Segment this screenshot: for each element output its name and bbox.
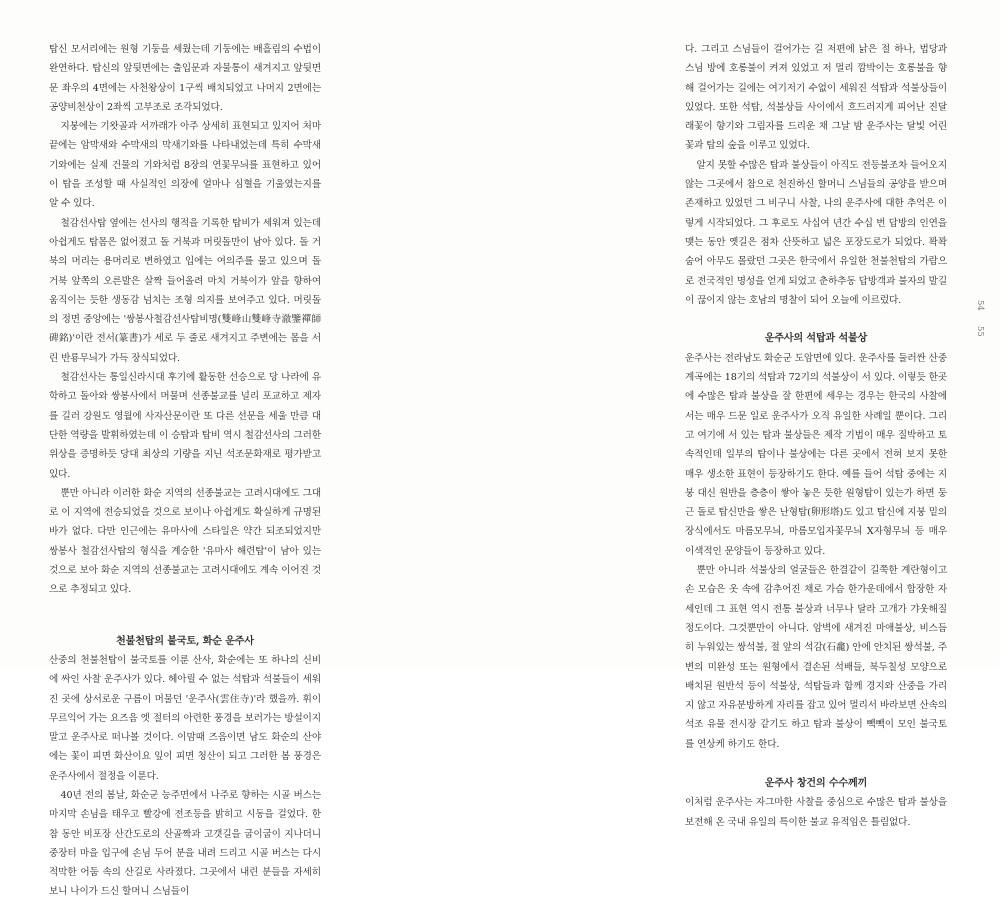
paragraph: 뿐만 아니라 석불상의 얼굴들은 한결같이 길쭉한 계란형이고 손 모습은 옷 속에 감추어진 채로 가슴 한가운데에서 합장한 자세인데 그 표현 역시 전통 불상과 너무나 달라 고개가 갸웃해질 정도이다. 그것뿐만이 아니다. 암벽에 새겨진 마애불상, 비스듬히 누워있는 쌍석불, 절 앞의 석감(石龕) 안에 안치된 쌍석불, 주변의 미완성 또는 원형에서 결손된 석배들, 북두칠성 모양으로 배치된 원반석 등이 석불상, 석탑들과 함께 경지와 산중을 가리지 않고 자유분방하게 자리를 잡고 있어 멀리서 바라보면 산속의 석조 유물 전시장 같기도 하고 탑과 불상이 빽빽이 모인 불국토를 연상케 하기도 한다. <box>685 565 947 750</box>
section-heading: 운주사의 석탑과 석불상 <box>764 333 868 345</box>
paragraph: 철감선사는 통일신라시대 후기에 활동한 선승으로 당 나라에 유학하고 돌아와 쌍봉사에서 머물며 선종불교를 널리 포교하고 제자를 길러 강원도 영월에 사자산문이란 또 다른 선문을 세울 만큼 대단한 역량을 발휘하였는데 이 승탑과 탑비 역시 철감선사의 그러한 위상을 증명하듯 당대 최상의 기량을 지닌 석조문화재로 평가받고 있다. <box>49 372 321 480</box>
paragraph: 알지 못할 수많은 탑과 불상들이 아직도 전등불조차 들어오지 않는 그곳에서 참으로 천진하신 할머니 스님들의 공양을 받으며 존재하고 있었던 그 비구니 사찰, 나의 운주사에 대한 추억은 이렇게 시작되었다. 그 후로도 사십여 년간 수십 번 답방의 인연을 맺는 동안 옛길은 점차 산뜻하고 넓은 포장도로가 되었다. 꽉꽉 숨어 아무도 몰랐던 그곳은 한국에서 유일한 천불천탑의 가람으로 전국적인 명성을 얻게 되었고 춘하추동 답방객과 불자의 발길이 끊이지 않는 호남의 명찰이 되어 오늘에 이르렀다. <box>685 159 947 306</box>
right-text-column <box>685 40 947 832</box>
paragraph: 40년 전의 봄날, 화순군 능주면에서 나주로 향하는 시골 버스는 마지막 손님을 태우고 빨강에 전조등을 밝히고 시동을 걸었다. 한참 동안 비포장 산간도로의 산골짝과 고갯길을 굽이굽이 지나더니 중장터 마을 입구에 손님 두어 분을 내려 드리고 시골 버스는 다시 적막한 어둠 속의 산길로 사라졌다. 그곳에서 내린 분들을 자세히 보니 나이가 드신 할머니 스님들이 <box>49 789 321 898</box>
paragraph: 다. 그리고 스님들이 걸어가는 길 저편에 낡은 절 하나, 법당과 스님 방에 호롱불이 켜져 있었고 저 멀리 깜박이는 호롱불을 향해 걸어가는 길에는 여기저기 수없이 세워진 석탑과 석불상들이 있었다. 또한 석탑, 석불상들 사이에서 흐드러지게 피어난 진달래꽃이 향기와 그림자를 드리운 채 그날 밤 운주사는 달빛 어린 꽃과 탑의 숲을 이루고 있었다. <box>685 44 947 152</box>
paragraph: 철감선사탑 옆에는 선사의 행적을 기록한 탑비가 세워져 있는데 아쉽게도 탑몸은 없어졌고 돌 거북과 머릿돌만이 남아 있다. 돌 거북의 머리는 용머리로 변하였고 입에는 여의주를 물고 있으며 돌 거북 앞쪽의 오른발은 살짝 들어올려 마치 거북이가 앞을 향하여 움직이는 듯한 생동감 넘치는 조형 의지를 보여주고 있다. 머릿돌의 정면 중앙에는 '쌍봉사철감선사탑비명(雙峰山雙峰寺澈鑒禪師碑銘)'이란 전서(篆書)가 세로 두 줄로 새겨지고 주변에는 몸을 서린 반룡무늬가 가득 장식되었다. <box>49 217 321 364</box>
page-number-right: 55 <box>975 326 985 337</box>
left-page <box>0 0 500 898</box>
paragraph: 뿐만 아니라 이러한 화순 지역의 선종불교는 고려시대에도 그대로 이 지역에 전승되었을 것으로 보이나 아쉽게도 확실하게 규명된 바가 없다. 다만 인근에는 유마사에 스타일은 약간 되조되었지만 쌍봉사 철감선사탑의 형식을 계승한 '유마사 해련탑'이 남아 있는 것으로 보아 화순 지역의 선종불교는 고려시대에도 계속 이어진 것으로 추정되고 있다. <box>49 487 321 596</box>
right-page <box>500 0 1000 828</box>
paragraph: 운주사는 전라남도 화순군 도암면에 있다. 운주사를 둘러싼 산중 계곡에는 18기의 석탑과 72기의 석불상이 서 있다. 이렇듯 한곳에 수많은 탑과 불상을 잘 한편에 세우는 경우는 한국의 사찰에서는 매우 드문 일로 운주사가 오직 유일한 사례일 뿐이다. 그리고 여기에 서 있는 탑과 불상들은 제작 기법이 매우 질박하고 토속적인데 일부의 탑이나 불상에는 다른 곳에서 전혀 보지 못한 매우 생소한 표현이 등장하기도 한다. 예를 들어 석탑 중에는 지붕 대신 원반을 층층이 쌓아 놓은 듯한 원형탑이 있는가 하면 둥근 돌로 탑신만을 쌓은 난형탑(卵形塔)도 있고 탑신에 지붕 밑의 장식에서도 마름모무늬, 마름모입자꽃무늬 X자형무늬 등 매우 이색적인 문양들이 등장하고 있다. <box>685 352 947 557</box>
paragraph: 지붕에는 기왓골과 서까래가 아주 상세히 표현되고 있지어 처마 끝에는 암막새와 수막새의 막새기와를 나타내었는데 특히 수막새기와에는 실제 건물의 기와처럼 8장의 연꽃무늬를 표현하고 있어 이 탑을 조성할 때 사실적인 의장에 얼마나 심혈을 기울였는지를 알 수 있다. <box>49 121 321 210</box>
paragraph: 이처럼 운주사는 자그마한 사찰을 중심으로 수많은 탑과 불상을 보전해 온 국내 유일의 특이한 불교 유적임은 틀림없다. <box>685 797 947 828</box>
paragraph: 산중의 천불천탑이 불국토를 이룬 산사, 화순에는 또 하나의 신비에 싸인 사찰 운주사가 있다. 헤아릴 수 없는 석탑과 석불들이 세워진 곳에 상서로운 구름이 머물던 '운주사(雲住寺)'라 했을까. 휘이 무르익어 가는 요즈음 엣 절터의 아련한 풍경을 보러가는 방설이지 말고 운주사로 떠나볼 것이다. 이맘때 즈음이면 남도 화순의 산야에는 꽃이 피면 화산이요 잎이 피면 청산이 되고 그러한 봄 풍경은 운주사에서 절정을 이룬다. <box>49 654 321 782</box>
paragraph: 탑신 모서리에는 원형 기둥을 세웠는데 기둥에는 배흘림의 수법이 완연하다. 탑신의 앞뒷면에는 출입문과 자물통이 새겨지고 앞뒷면 문 좌우의 4면에는 사천왕상이 1구씩 배치되었고 나머지 2면에는 공양비천상이 2좌씩 고부조로 조각되었다. <box>49 44 321 113</box>
page-number-left: 54 <box>975 300 985 311</box>
section-heading: 운주사 창건의 수수께끼 <box>764 777 868 789</box>
section-heading: 천불천탑의 불국토, 화순 운주사 <box>116 635 254 647</box>
left-text-column <box>49 40 321 902</box>
